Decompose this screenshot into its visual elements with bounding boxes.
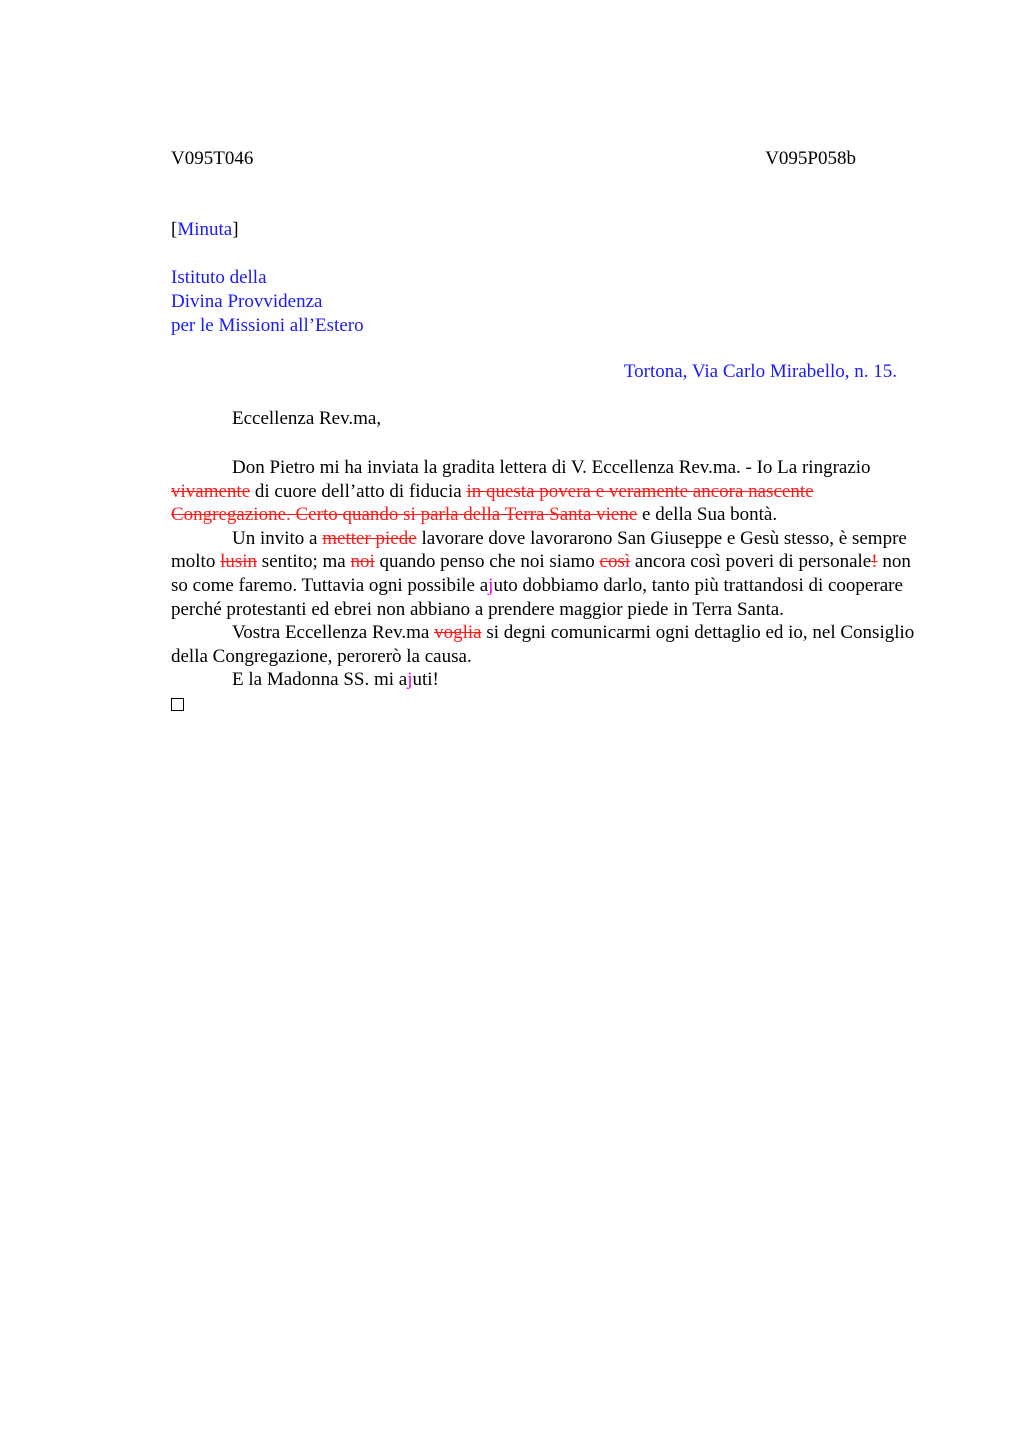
- text-segment: Vostra Eccellenza Rev.ma: [232, 622, 435, 644]
- salutation: Eccellenza Rev.ma,: [232, 408, 382, 429]
- deleted-text: in questa povera e veramente ancora nascente Congregazione. Certo quando si parla della Terra Santa viene: [171, 480, 814, 526]
- text-segment: uti!: [412, 669, 439, 691]
- paragraph: [171, 527, 916, 621]
- text-segment: lavorare dove lavorarono San Giuseppe e Gesù stesso, è sempre molto: [171, 527, 907, 573]
- text-segment: Un invito a: [232, 527, 323, 549]
- corrected-letter: j: [407, 669, 413, 691]
- minuta-label: [171, 219, 239, 241]
- bracket-open: [: [171, 219, 178, 240]
- institute-line-1: Istituto della: [171, 267, 267, 288]
- corrected-letter: j: [488, 574, 494, 596]
- square-outline-icon: [171, 698, 184, 711]
- text-segment: sentito; ma: [257, 551, 351, 573]
- text-segment: di cuore dell’atto di fiducia: [250, 480, 467, 502]
- text-code: V095T046: [171, 148, 254, 169]
- deleted-text: !: [871, 551, 878, 573]
- text-segment: si degni comunicarmi ogni dettaglio ed io, nel Consiglio della Congregazione, perorerò la causa.: [171, 622, 915, 667]
- text-segment: e della Sua bontà.: [637, 504, 778, 526]
- text-segment: Don Pietro mi ha inviata la gradita lettera di V. Eccellenza Rev.ma. - Io La ringrazio: [232, 457, 871, 478]
- letter-body: [171, 456, 916, 718]
- deleted-text: lusin: [220, 551, 258, 573]
- paragraph: [171, 456, 916, 527]
- bracket-close: ]: [232, 219, 239, 240]
- text-segment: quando penso che noi siamo: [374, 551, 600, 573]
- text-segment: ancora così poveri di personale: [630, 551, 872, 573]
- deleted-text: metter piede: [322, 527, 417, 549]
- institute-letterhead: [171, 266, 364, 338]
- paragraph: [171, 668, 916, 692]
- end-marker: [171, 692, 916, 718]
- page-code: V095P058b: [765, 148, 856, 169]
- deleted-text: noi: [350, 551, 375, 573]
- deleted-text: così: [599, 551, 631, 573]
- text-segment: non so come faremo. Tuttavia ogni possibile a: [171, 551, 911, 596]
- paragraph: [171, 621, 916, 668]
- institute-line-3: per le Missioni all’Estero: [171, 315, 364, 336]
- document-codes: [171, 148, 856, 170]
- deleted-text: voglia: [434, 622, 482, 644]
- text-segment: uto dobbiamo darlo, tanto più trattandosi di cooperare perché protestanti ed ebrei non abbiano a prendere maggior piede in Terra Santa.: [171, 574, 903, 620]
- text-segment: E la Madonna SS. mi a: [232, 669, 408, 691]
- place-address: Tortona, Via Carlo Mirabello, n. 15.: [623, 361, 897, 382]
- deleted-text: vivamente: [171, 480, 251, 502]
- minuta-text: Minuta: [177, 219, 233, 240]
- institute-line-2: Divina Provvidenza: [171, 291, 323, 312]
